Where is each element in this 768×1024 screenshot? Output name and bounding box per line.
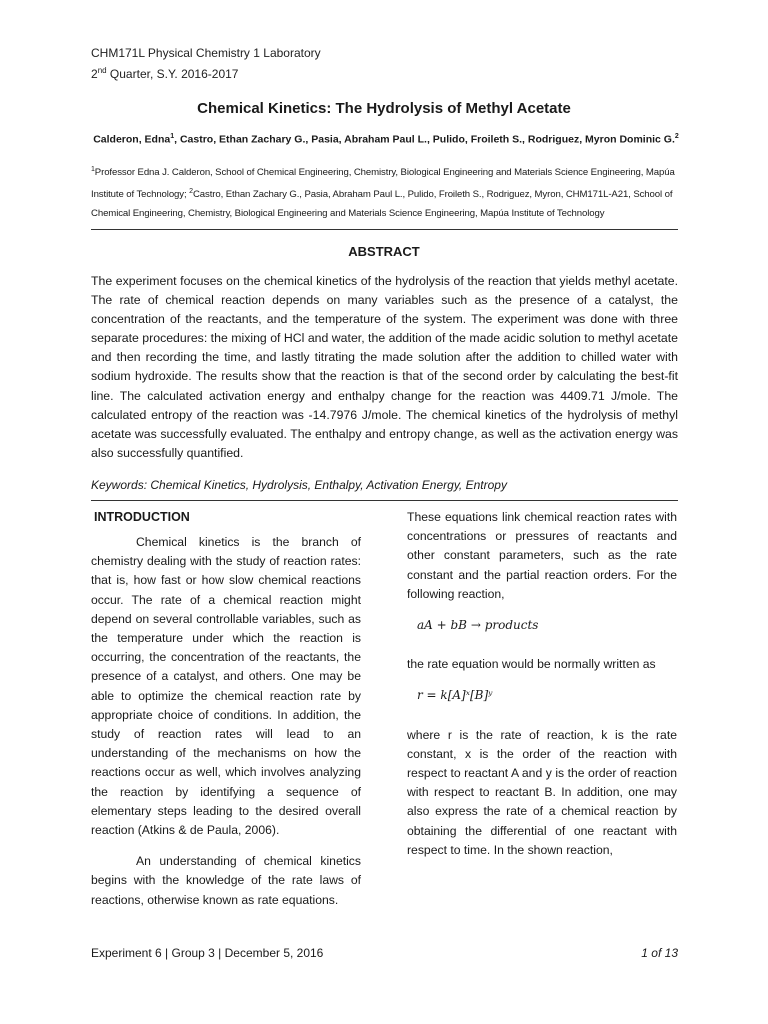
right-paragraph-1: These equations link chemical reaction rates with concentrations or pressures of reactants and other constant parameters, such as the rate constant and the partial reaction orders. For the following reaction, <box>407 510 677 601</box>
quarter-text: Quarter, S.Y. 2016-2017 <box>106 67 239 81</box>
quarter-suffix: nd <box>97 66 107 75</box>
author-rest: , Castro, Ethan Zachary G., Pasia, Abraham Paul L., Pulido, Froileth S., Rodriguez, Myron Dominic G. <box>174 133 675 146</box>
course-name: CHM171L Physical Chemistry 1 Laboratory <box>91 46 321 60</box>
author-first: Calderon, Edna <box>93 133 171 146</box>
introduction-heading: INTRODUCTION <box>94 510 190 524</box>
page-number: 1 of 13 <box>641 946 678 960</box>
quarter-number: 2 <box>91 67 98 81</box>
affil-students: Castro, Ethan Zachary G., Pasia, Abraham Paul L., Pulido, Froileth S., Rodriguez, Myron, CHM171L-A21, School of Chemical Engineering, Chemistry, Biological Engineering and Materials Science Engineering, Mapúa Institute of Technology <box>91 189 673 220</box>
affil-professor: Professor Edna J. Calderon, School of Chemical Engineering, Chemistry, Biological Engineering and Materials Science Engineering, Mapúa Institute of Technology; <box>91 167 675 201</box>
affil-sup-2: 2 <box>189 188 193 196</box>
left-column <box>91 508 361 922</box>
rate-equation: r = k[A]ˣ[B]ʸ <box>417 688 493 703</box>
paper-title: Chemical Kinetics: The Hydrolysis of Methyl Acetate <box>197 100 571 117</box>
affiliations <box>91 160 681 223</box>
reaction-equation: aA + bB → products <box>417 618 539 633</box>
right-column <box>407 508 677 872</box>
footer-info: Experiment 6 | Group 3 | December 5, 2016 <box>91 946 324 960</box>
author-sup-2: 2 <box>674 133 679 140</box>
intro-paragraph-1: Chemical kinetics is the branch of chemistry dealing with the study of reaction rates: that is, how fast or how slow chemical reactions occur. The rate of a chemical reaction might depend on several controllable variables, such as the temperature under which the reaction is occurring, the concentration of the reactants, the presence of a catalyst, and others. One may be able to optimize the chemical reaction rate by appropriate choice of conditions. In addition, the study of reaction rates will lead to an understanding of the mechanisms on how the reactions occur as well, which involves analyzing the reaction by identifying a sequence of elementary steps leading to the desired overall reaction (Atkins & de Paula, 2006). <box>91 535 361 838</box>
abstract-heading: ABSTRACT <box>348 244 420 259</box>
keywords: Keywords: Chemical Kinetics, Hydrolysis, Enthalpy, Activation Energy, Entropy <box>91 478 507 492</box>
page-header <box>91 45 321 83</box>
divider-rule-2 <box>91 500 678 501</box>
abstract-text: The experiment focuses on the chemical kinetics of the hydrolysis of the reaction that yields methyl acetate. The rate of chemical reaction depends on many variables such as the presence of a catalyst, the concentration of the reactants, and the temperature of the system. The experiment was done with three separate procedures: the mixing of HCl and water, the addition of the made acidic solution to methyl acetate and then recording the time, and lastly titrating the made solution after the addition to chilled water with sodium hydroxide. The results show that the reaction is that of the second order by calculating the best-fit line. The calculated activation energy and enthalpy change for the reaction was 4409.71 J/mole. The calculated entropy of the reaction was -14.7976 J/mole. The chemical kinetics of the hydrolysis of methyl acetate was successfully evaluated. The enthalpy and entropy change, as well as the activation energy was also successfully quantified. <box>91 274 678 460</box>
author-sup-1: 1 <box>170 133 175 140</box>
divider-rule <box>91 229 678 230</box>
right-paragraph-3: where r is the rate of reaction, k is the rate constant, x is the order of the reaction with respect to reactant A and y is the order of reaction with respect to reactant B. In addition, one may also express the rate of a chemical reaction by obtaining the differential of one reactant with respect to time. In the shown reaction, <box>407 727 677 857</box>
affil-sup-1: 1 <box>91 166 95 173</box>
author-list <box>91 133 681 146</box>
intro-paragraph-2: An understanding of chemical kinetics begins with the knowledge of the rate laws of reactions, otherwise known as rate equations. <box>91 854 361 907</box>
quarter-line <box>91 62 321 83</box>
right-paragraph-2: the rate equation would be normally written as <box>407 657 656 672</box>
